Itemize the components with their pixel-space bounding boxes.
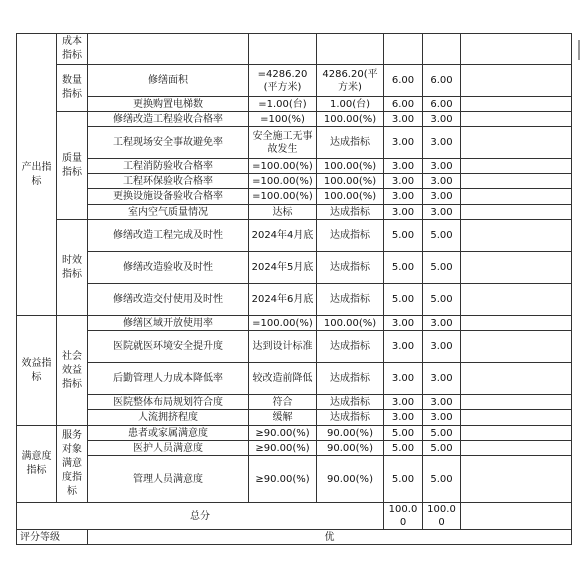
total-score: 100.00 (423, 503, 461, 530)
actual-cell: 达成指标 (317, 205, 384, 220)
actual-cell: 100.00(%) (317, 316, 384, 331)
table-row (17, 174, 572, 189)
table-row (17, 284, 572, 316)
target-cell (249, 34, 317, 65)
actual-cell: 达成指标 (317, 363, 384, 395)
table-row (17, 426, 572, 441)
indicator-cell: 修缮面积 (88, 65, 249, 97)
target-cell: 符合 (249, 395, 317, 410)
table-row (17, 363, 572, 395)
score-cell (423, 34, 461, 65)
actual-cell: 90.00(%) (317, 441, 384, 456)
score-cell: 3.00 (423, 205, 461, 220)
target-cell: ≥90.00(%) (249, 441, 317, 456)
grade-value: 优 (88, 530, 572, 545)
target-cell: =100.00(%) (249, 316, 317, 331)
table-row (17, 316, 572, 331)
indicator-cell: 修缮改造工程验收合格率 (88, 112, 249, 127)
actual-cell: 达成指标 (317, 220, 384, 252)
weight-cell: 3.00 (384, 395, 423, 410)
table-row (17, 410, 572, 426)
weight-cell (384, 34, 423, 65)
remark-cell (461, 34, 572, 65)
weight-cell: 5.00 (384, 284, 423, 316)
weight-cell: 6.00 (384, 97, 423, 112)
indicator-cell: 修缮区域开放使用率 (88, 316, 249, 331)
actual-cell: 达成指标 (317, 331, 384, 363)
indicator-cell: 医院整体布局规划符合度 (88, 395, 249, 410)
weight-cell: 3.00 (384, 363, 423, 395)
table-row (17, 34, 572, 65)
indicator-cell: 管理人员满意度 (88, 456, 249, 503)
score-cell: 5.00 (423, 220, 461, 252)
table-row (17, 441, 572, 456)
indicator-cell: 人流拥挤程度 (88, 410, 249, 426)
remark-cell (461, 97, 572, 112)
weight-cell: 3.00 (384, 316, 423, 331)
weight-cell: 3.00 (384, 331, 423, 363)
subcategory-quality: 质量指标 (57, 112, 88, 220)
remark-cell (461, 205, 572, 220)
weight-cell: 3.00 (384, 205, 423, 220)
target-cell: 2024年4月底 (249, 220, 317, 252)
indicator-cell: 患者或家属满意度 (88, 426, 249, 441)
remark-cell (461, 316, 572, 331)
actual-cell: 达成指标 (317, 127, 384, 159)
score-cell: 5.00 (423, 441, 461, 456)
remark-cell (461, 503, 572, 530)
target-cell: =100.00(%) (249, 174, 317, 189)
indicator-cell: 工程消防验收合格率 (88, 159, 249, 174)
weight-cell: 3.00 (384, 159, 423, 174)
target-cell: 较改造前降低 (249, 363, 317, 395)
score-cell: 3.00 (423, 395, 461, 410)
indicator-cell: 医院就医环境安全提升度 (88, 331, 249, 363)
target-cell: ≥90.00(%) (249, 456, 317, 503)
actual-cell: 100.00(%) (317, 174, 384, 189)
subcategory-cost: 成本指标 (57, 34, 88, 65)
score-cell: 5.00 (423, 426, 461, 441)
indicator-cell: 工程现场安全事故避免率 (88, 127, 249, 159)
actual-cell (317, 34, 384, 65)
target-cell: ≥90.00(%) (249, 426, 317, 441)
weight-cell: 5.00 (384, 220, 423, 252)
weight-cell: 5.00 (384, 426, 423, 441)
actual-cell: 达成指标 (317, 252, 384, 284)
weight-cell: 3.00 (384, 410, 423, 426)
score-cell: 5.00 (423, 456, 461, 503)
weight-cell: 3.00 (384, 127, 423, 159)
score-cell: 3.00 (423, 189, 461, 205)
grade-row (17, 530, 572, 545)
target-cell: 达到设计标准 (249, 331, 317, 363)
actual-cell: 达成指标 (317, 410, 384, 426)
remark-cell (461, 252, 572, 284)
category-benefit: 效益指标 (17, 316, 57, 426)
table-row (17, 331, 572, 363)
total-weight: 100.00 (384, 503, 423, 530)
actual-cell: 4286.20(平方米) (317, 65, 384, 97)
score-cell: 5.00 (423, 252, 461, 284)
remark-cell (461, 441, 572, 456)
performance-table (16, 33, 572, 545)
total-label: 总分 (17, 503, 384, 530)
remark-cell (461, 284, 572, 316)
table-row (17, 112, 572, 127)
actual-cell: 达成指标 (317, 284, 384, 316)
subcategory-timeliness: 时效指标 (57, 220, 88, 316)
actual-cell: 达成指标 (317, 395, 384, 410)
score-cell: 3.00 (423, 316, 461, 331)
table-row (17, 127, 572, 159)
score-cell: 3.00 (423, 112, 461, 127)
indicator-cell: 工程环保验收合格率 (88, 174, 249, 189)
table-row (17, 205, 572, 220)
actual-cell: 90.00(%) (317, 426, 384, 441)
score-cell: 3.00 (423, 127, 461, 159)
score-cell: 6.00 (423, 97, 461, 112)
indicator-cell: 后勤管理人力成本降低率 (88, 363, 249, 395)
table-row (17, 395, 572, 410)
actual-cell: 1.00(台) (317, 97, 384, 112)
indicator-cell (88, 34, 249, 65)
actual-cell: 90.00(%) (317, 456, 384, 503)
weight-cell: 3.00 (384, 189, 423, 205)
category-output: 产出指标 (17, 34, 57, 316)
score-cell: 5.00 (423, 284, 461, 316)
remark-cell (461, 189, 572, 205)
table-row (17, 220, 572, 252)
remark-cell (461, 65, 572, 97)
remark-cell (461, 456, 572, 503)
remark-cell (461, 127, 572, 159)
score-cell: 3.00 (423, 174, 461, 189)
remark-cell (461, 331, 572, 363)
page-edge-marker (578, 40, 580, 60)
subcategory-social: 社会效益指标 (57, 316, 88, 426)
indicator-cell: 修缮改造交付使用及时性 (88, 284, 249, 316)
weight-cell: 3.00 (384, 112, 423, 127)
actual-cell: 100.00(%) (317, 189, 384, 205)
total-row (17, 503, 572, 530)
score-cell: 3.00 (423, 363, 461, 395)
target-cell: =1.00(台) (249, 97, 317, 112)
score-cell: 6.00 (423, 65, 461, 97)
indicator-cell: 修缮改造工程完成及时性 (88, 220, 249, 252)
remark-cell (461, 112, 572, 127)
remark-cell (461, 159, 572, 174)
remark-cell (461, 363, 572, 395)
target-cell: =100(%) (249, 112, 317, 127)
subcategory-service: 服务对象满意度指标 (57, 426, 88, 503)
table-row (17, 252, 572, 284)
table-row (17, 159, 572, 174)
target-cell: 2024年6月底 (249, 284, 317, 316)
target-cell: =4286.20(平方米) (249, 65, 317, 97)
score-cell: 3.00 (423, 410, 461, 426)
grade-label: 评分等级 (17, 530, 88, 545)
indicator-cell: 更换购置电梯数 (88, 97, 249, 112)
weight-cell: 5.00 (384, 252, 423, 284)
target-cell: =100.00(%) (249, 159, 317, 174)
table-row (17, 189, 572, 205)
score-cell: 3.00 (423, 159, 461, 174)
target-cell: =100.00(%) (249, 189, 317, 205)
remark-cell (461, 410, 572, 426)
weight-cell: 5.00 (384, 441, 423, 456)
target-cell: 缓解 (249, 410, 317, 426)
indicator-cell: 修缮改造验收及时性 (88, 252, 249, 284)
target-cell: 安全施工无事故发生 (249, 127, 317, 159)
score-cell: 3.00 (423, 331, 461, 363)
remark-cell (461, 174, 572, 189)
actual-cell: 100.00(%) (317, 112, 384, 127)
subcategory-quantity: 数量指标 (57, 65, 88, 112)
remark-cell (461, 220, 572, 252)
table-row (17, 65, 572, 97)
remark-cell (461, 395, 572, 410)
weight-cell: 6.00 (384, 65, 423, 97)
indicator-cell: 室内空气质量情况 (88, 205, 249, 220)
actual-cell: 100.00(%) (317, 159, 384, 174)
remark-cell (461, 426, 572, 441)
table-row (17, 456, 572, 503)
category-satisfaction: 满意度指标 (17, 426, 57, 503)
weight-cell: 3.00 (384, 174, 423, 189)
indicator-cell: 医护人员满意度 (88, 441, 249, 456)
target-cell: 2024年5月底 (249, 252, 317, 284)
table-row (17, 97, 572, 112)
target-cell: 达标 (249, 205, 317, 220)
weight-cell: 5.00 (384, 456, 423, 503)
indicator-cell: 更换设施设备验收合格率 (88, 189, 249, 205)
